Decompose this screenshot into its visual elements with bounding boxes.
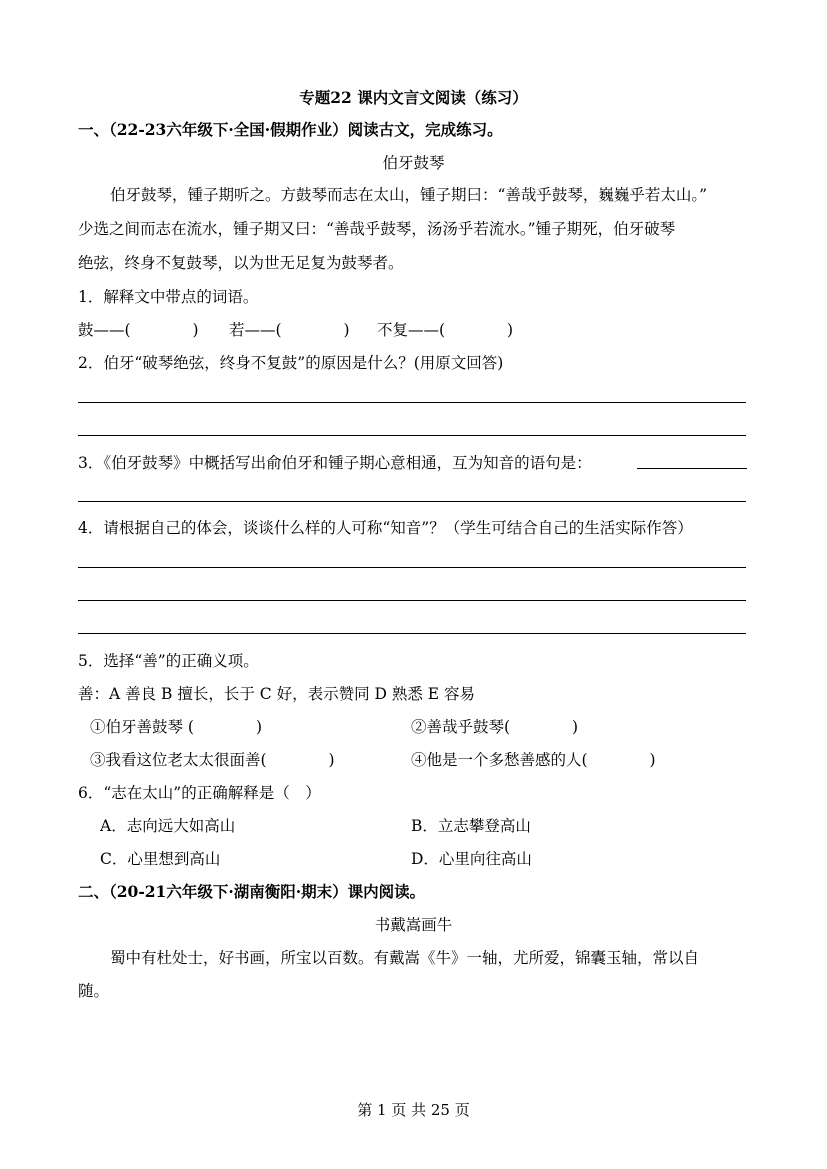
q1-item: 若——( ) [229,321,350,339]
page-footer: 第 1 页 共 25 页 [357,1101,470,1119]
page-title: 专题22 课内文言文阅读（练习） [299,88,528,107]
question-4: 4．请根据自己的体会，谈谈什么样的人可称“知音”？（学生可结合自己的生活实际作答） [78,519,693,537]
answer-line [78,435,746,436]
passage-line: 少选之间而志在流水，锺子期又曰：“善哉乎鼓琴，汤汤乎若流水。”锺子期死，伯牙破琴 [78,220,676,238]
answer-blank [637,468,747,469]
section2-heading: 二、（20-21六年级下·湖南衡阳·期末）课内阅读。 [78,882,426,901]
answer-line [78,600,746,601]
q6-choice: A．志向远大如高山 [100,817,236,835]
passage-title: 书戴嵩画牛 [374,916,453,934]
question-3: 3．《伯牙鼓琴》中概括写出俞伯牙和锺子期心意相通，互为知音的语句是： [78,454,592,472]
q5-options: 善：A 善良 B 擅长，长于 C 好，表示赞同 D 熟悉 E 容易 [78,685,476,703]
q5-item: ①伯牙善鼓琴 ( ) [90,718,263,736]
q6-choice: C．心里想到高山 [100,850,221,868]
passage-title: 伯牙鼓琴 [382,154,445,172]
question-1: 1．解释文中带点的词语。 [78,288,259,306]
question-6: 6．“志在太山”的正确解释是（ ） [78,784,321,802]
q5-item: ②善哉乎鼓琴( ) [411,718,579,736]
passage-line: 随。 [78,982,110,1000]
passage-line: 绝弦，终身不复鼓琴，以为世无足复为鼓琴者。 [78,254,404,272]
q5-item: ③我看这位老太太很面善( ) [90,751,335,769]
q1-item: 鼓——( ) [78,321,199,339]
q5-item: ④他是一个多愁善感的人( ) [411,751,656,769]
answer-line [78,567,746,568]
passage-line: 蜀中有杜处士，好书画，所宝以百数。有戴嵩《牛》一轴，尤所爱，锦囊玉轴，常以自 [110,949,700,967]
answer-line [78,501,746,502]
question-2: 2．伯牙“破琴绝弦，终身不复鼓”的原因是什么？(用原文回答) [78,354,504,372]
section1-heading: 一、（22-23六年级下·全国·假期作业）阅读古文，完成练习。 [78,120,503,139]
question-5: 5．选择“善”的正确义项。 [78,652,259,670]
q6-choice: B．立志攀登高山 [411,817,531,835]
passage-line: 伯牙鼓琴，锺子期听之。方鼓琴而志在太山，锺子期曰：“善哉乎鼓琴，巍巍乎若太山。” [110,186,708,204]
answer-line [78,633,746,634]
q1-item: 不复——( ) [377,321,514,339]
answer-line [78,402,746,403]
q6-choice: D．心里向往高山 [411,850,532,868]
